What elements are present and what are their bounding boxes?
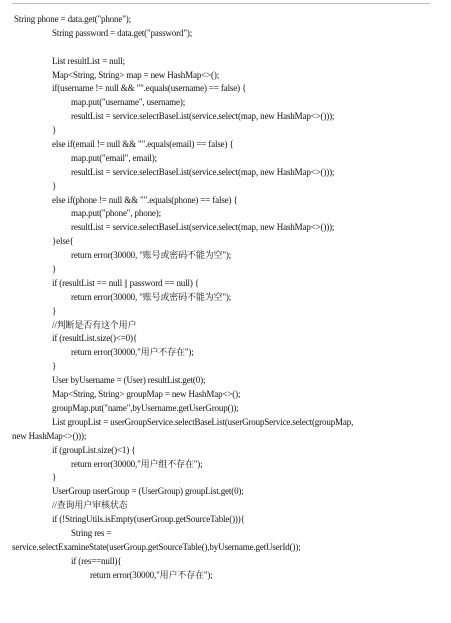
code-line: } <box>52 180 57 191</box>
code-listing <box>0 13 451 583</box>
code-line: resultList = service.selectBaseList(service.select(map, new HashMap<>())); <box>71 111 335 122</box>
code-line: map.put("phone", phone); <box>71 208 161 219</box>
code-line: return error(30000, "账号或密码不能为空"); <box>71 250 232 261</box>
code-line: if (!StringUtils.isEmpty(userGroup.getSourceTable())){ <box>52 514 245 525</box>
code-line: if(username != null && "".equals(username) == false) { <box>52 83 247 94</box>
blank-line <box>0 41 451 55</box>
code-comment: //查询用户审核状态 <box>52 500 128 511</box>
code-line: return error(30000,"用户不存在"); <box>71 347 194 358</box>
code-line: } <box>52 361 57 372</box>
code-line: else if(email != null && "".equals(email) == false) { <box>52 139 234 150</box>
code-line: resultList = service.selectBaseList(service.select(map, new HashMap<>())); <box>71 222 335 233</box>
page-top-rule <box>12 3 430 4</box>
code-line: } <box>52 305 57 316</box>
code-line: String res = <box>71 527 112 538</box>
code-line: resultList = service.selectBaseList(service.select(map, new HashMap<>())); <box>71 166 335 177</box>
code-line: } <box>52 472 57 483</box>
code-line: if (resultList == null || password == null) { <box>52 277 199 288</box>
code-line: return error(30000,"用户组不存在"); <box>71 458 203 469</box>
code-line: List resultList = null; <box>52 55 125 66</box>
code-line: User byUsername = (User) resultList.get(0); <box>52 375 206 386</box>
code-line: else if(phone != null && "".equals(phone) == false) { <box>52 194 238 205</box>
code-line: String phone = data.get("phone"); <box>14 14 131 24</box>
code-comment: //判断是否有这个用户 <box>52 319 137 330</box>
code-line: return error(30000, "账号或密码不能为空"); <box>71 291 232 302</box>
code-line: List groupList = userGroupService.selectBaseList(userGroupService.select(groupMap, <box>52 416 354 427</box>
code-line-continuation: service.selectExamineState(userGroup.getSourceTable(),byUsername.getUserId()); <box>12 541 301 552</box>
code-line: if (groupList.size()<1) { <box>52 444 136 455</box>
code-line: Map<String, String> groupMap = new HashMap<>(); <box>52 389 241 400</box>
code-line: UserGroup userGroup = (UserGroup) groupList.get(0); <box>52 486 244 497</box>
code-line: return error(30000,"用户不存在"); <box>90 569 213 580</box>
code-line: } <box>52 125 57 136</box>
code-line: String password = data.get("password"); <box>52 27 193 38</box>
code-line: map.put("username", username); <box>71 97 186 108</box>
code-line: } <box>52 264 57 275</box>
code-line: map.put("email", email); <box>71 152 157 163</box>
code-line-continuation: new HashMap<>())); <box>12 430 87 441</box>
code-line: if (resultList.size()<=0){ <box>52 333 138 344</box>
code-line: Map<String, String> map = new HashMap<>(); <box>52 69 220 80</box>
code-line: if (res==null){ <box>71 555 122 566</box>
code-line: groupMap.put("name",byUsername.getUserGroup()); <box>52 402 239 413</box>
code-line: }else{ <box>52 236 74 247</box>
